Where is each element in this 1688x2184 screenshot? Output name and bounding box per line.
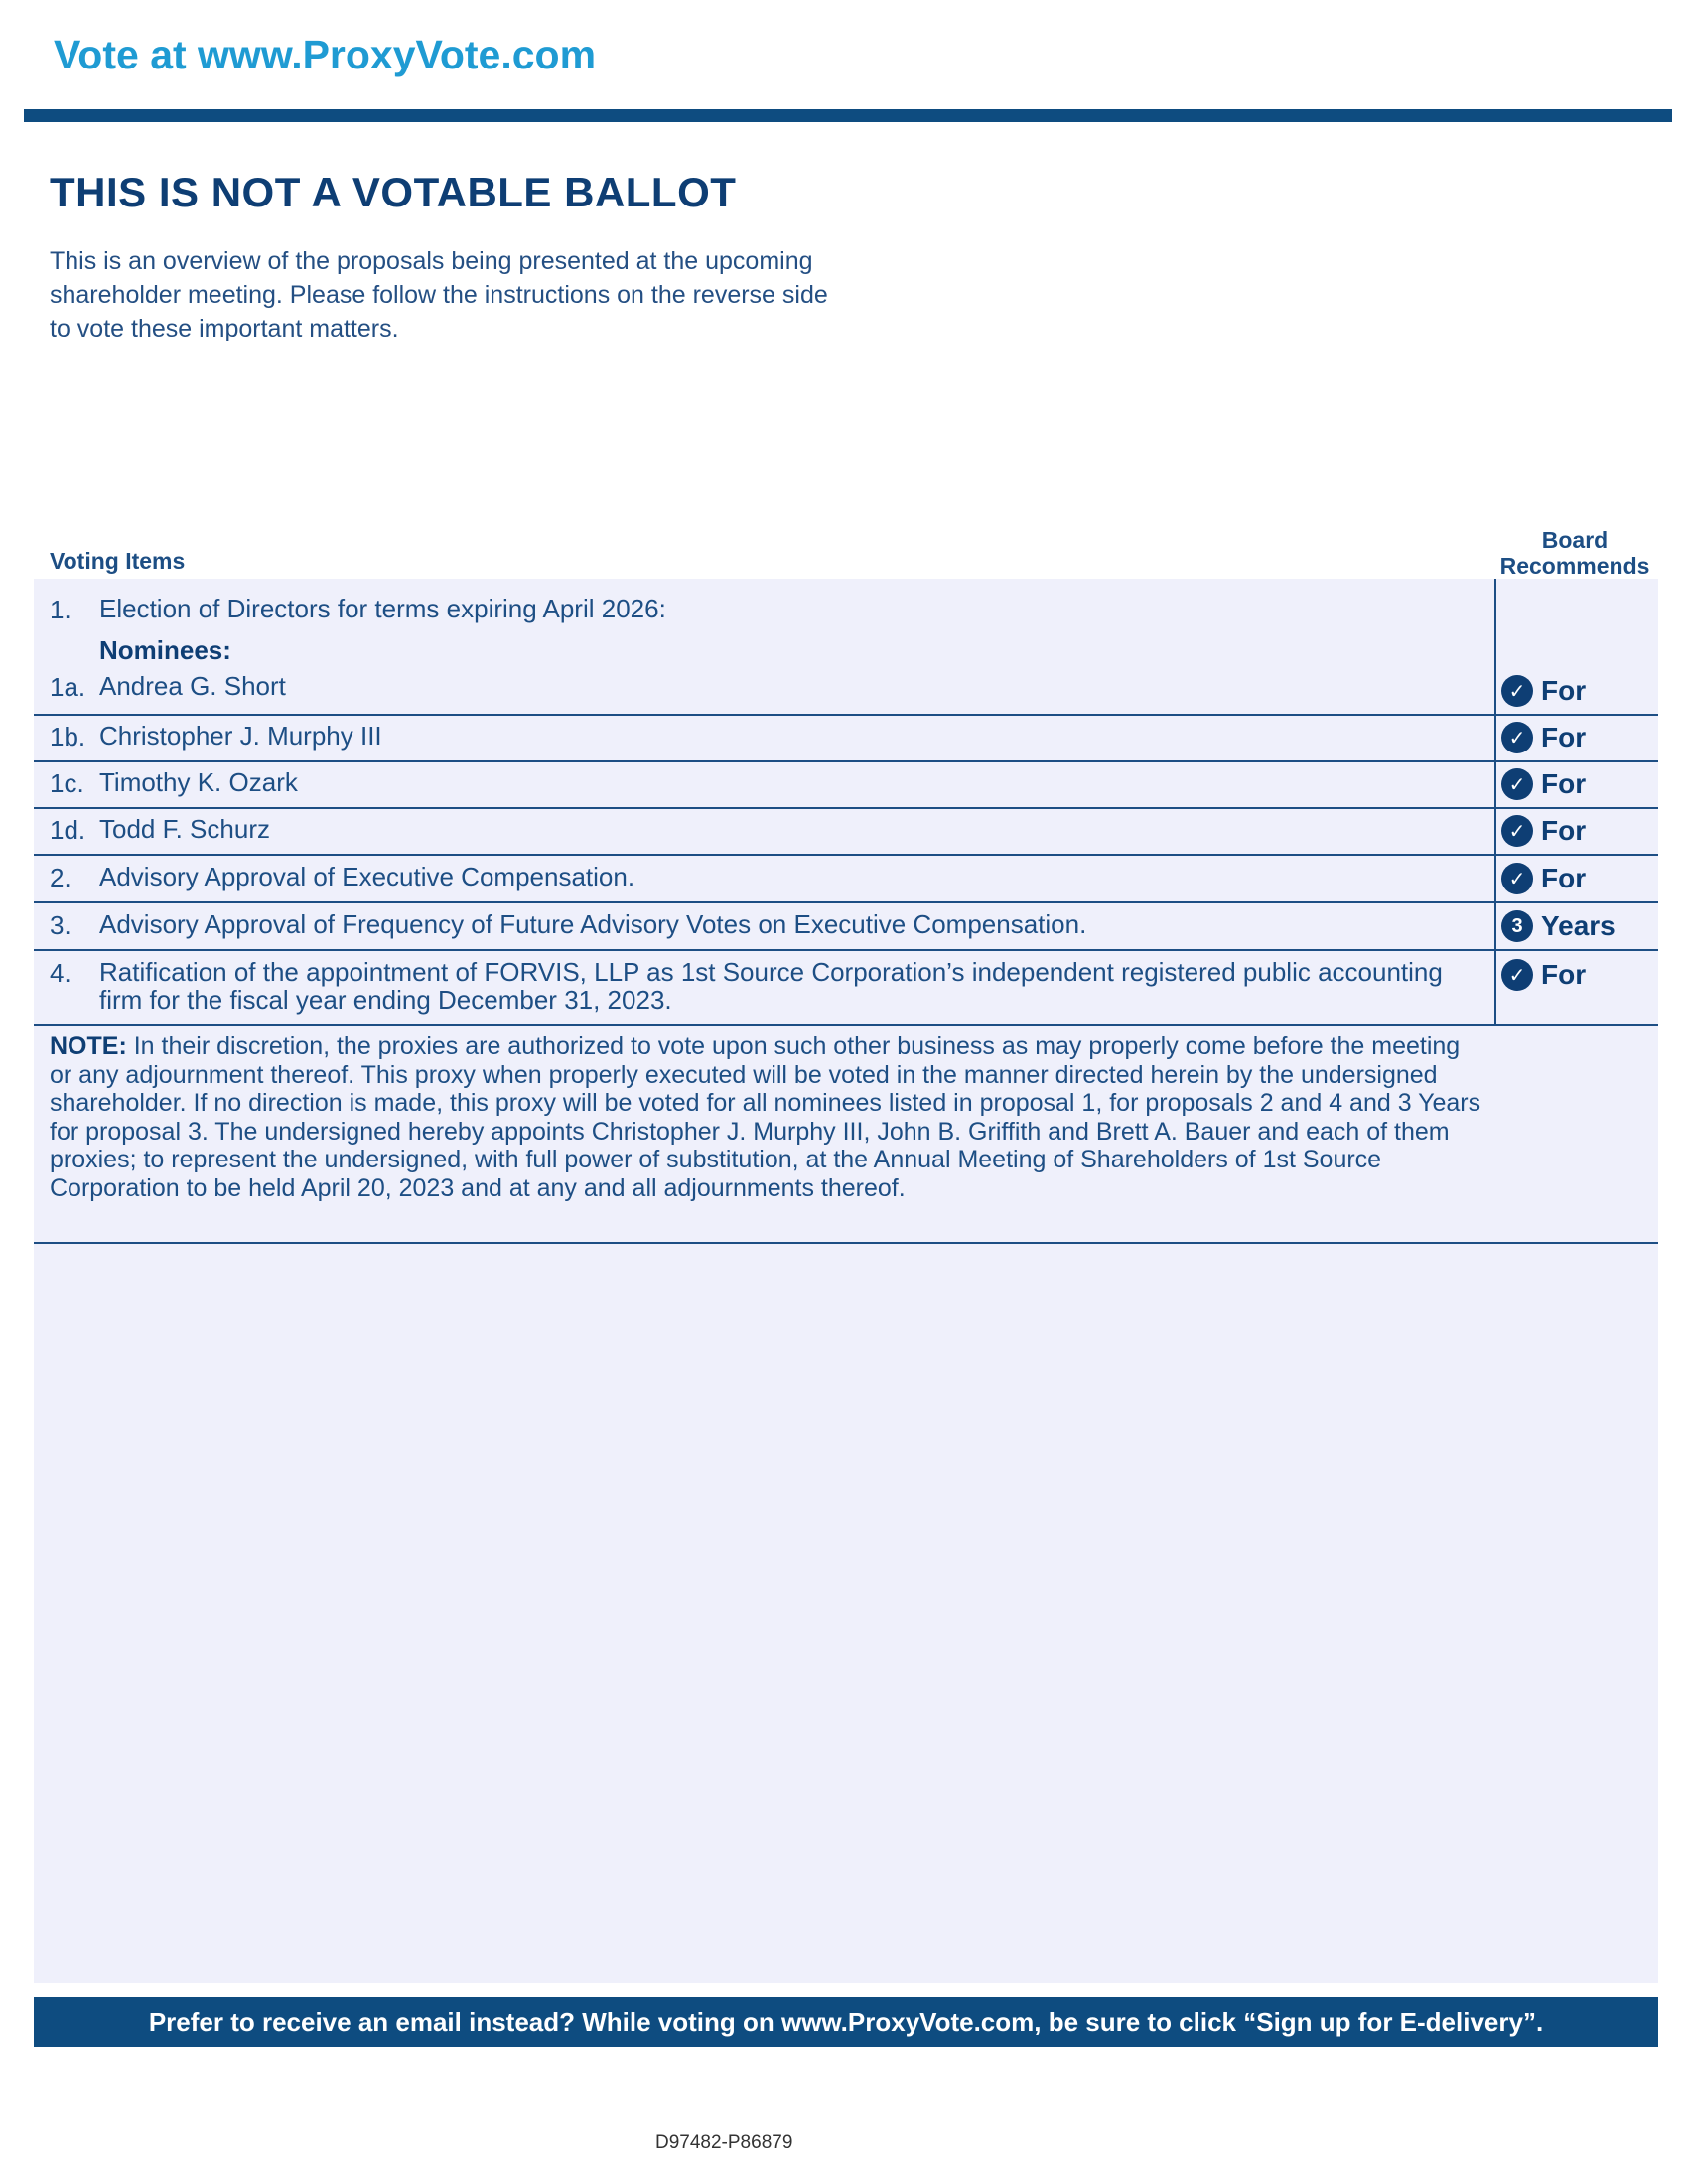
check-circle-icon: ✓ xyxy=(1501,722,1533,753)
recommendation-1a xyxy=(1501,675,1586,707)
item-text: Advisory Approval of Executive Compensation. xyxy=(99,862,635,891)
item-number: 1b. xyxy=(50,722,86,751)
document-code: D97482-P86879 xyxy=(655,2132,793,2153)
recommendation-text: For xyxy=(1541,959,1587,990)
item-text: Ratification of the appointment of FORVIS, LLP as 1st Source Corporation’s independent registered public accounting firm for the fiscal year ending December 31, 2023. xyxy=(99,957,1443,1015)
nominees-label: Nominees: xyxy=(99,635,231,665)
item-number: 3. xyxy=(50,910,71,940)
recommendation-text: For xyxy=(1541,815,1587,846)
note-divider xyxy=(34,1242,1658,1244)
item-text: Advisory Approval of Frequency of Future Advisory Votes on Executive Compensation. xyxy=(99,909,1087,939)
recommendation-2 xyxy=(1501,863,1586,894)
check-circle-icon: ✓ xyxy=(1501,863,1533,894)
voting-items-header: Voting Items xyxy=(50,548,186,574)
item-number: 2. xyxy=(50,863,71,892)
note-text: In their discretion, the proxies are authorized to vote upon such other business as may properly come before the meeting or any adjournment thereof. This proxy when properly executed will be voted in the manner directed herein by the undersigned shareholder. If no direction is made, this proxy will be voted for all nominees listed in proposal 1, for proposals 2 and 4 and 3 Years for proposal 3. The undersigned hereby appoints Christopher J. Murphy III, John B. Griffith and Brett A. Bauer and each of them proxies; to represent the undersigned, with full power of substitution, at the Annual Meeting of Shareholders of 1st Source Corporation to be held April 20, 2023 and at any and all adjournments thereof. xyxy=(50,1032,1481,1202)
recommendation-1b xyxy=(1501,722,1586,753)
item-text: Andrea G. Short xyxy=(99,671,286,701)
recommendation-text: For xyxy=(1541,722,1587,752)
item-row-1c xyxy=(34,762,1658,809)
item-row-1d xyxy=(34,809,1658,856)
e-delivery-banner xyxy=(34,1997,1658,2047)
note-label: NOTE: xyxy=(50,1032,127,1060)
item-number: 4. xyxy=(50,958,71,988)
note-paragraph xyxy=(50,1032,1484,1202)
item-text: Election of Directors for terms expiring April 2026: xyxy=(99,594,666,623)
item-number: 1a. xyxy=(50,672,86,702)
e-delivery-text: Prefer to receive an email instead? While voting on www.ProxyVote.com, be sure to click “Sign up for E-delivery”. xyxy=(148,2006,1544,2037)
item-number: 1c. xyxy=(50,768,84,798)
item-number: 1d. xyxy=(50,815,86,845)
recommendation-3 xyxy=(1501,910,1616,942)
item-number: 1. xyxy=(50,595,71,624)
board-recommends-header: Board Recommends xyxy=(1499,527,1650,579)
check-circle-icon: ✓ xyxy=(1501,815,1533,847)
check-circle-icon: ✓ xyxy=(1501,959,1533,991)
recommendation-text: For xyxy=(1541,768,1587,799)
item-text: Timothy K. Ozark xyxy=(99,767,298,797)
item-text: Todd F. Schurz xyxy=(99,814,270,844)
check-circle-icon: ✓ xyxy=(1501,768,1533,800)
recommendation-text: Years xyxy=(1541,910,1616,941)
header-rule xyxy=(24,109,1672,122)
item-row-1a xyxy=(34,579,1658,716)
item-text: Christopher J. Murphy III xyxy=(99,721,382,751)
recommendation-1c xyxy=(1501,768,1586,800)
page-title: THIS IS NOT A VOTABLE BALLOT xyxy=(50,169,737,215)
intro-text: This is an overview of the proposals being presented at the upcoming shareholder meeting. Please follow the instructions on the reverse side to vote these important matters. xyxy=(50,247,828,342)
number-three-icon: 3 xyxy=(1501,910,1533,942)
item-row-3 xyxy=(34,903,1658,951)
recommendation-text: For xyxy=(1541,863,1587,893)
item-row-4 xyxy=(34,951,1658,1026)
item-row-2 xyxy=(34,856,1658,903)
proxyvote-link[interactable]: Vote at www.ProxyVote.com xyxy=(54,32,597,77)
item-row-1b xyxy=(34,716,1658,762)
recommendation-text: For xyxy=(1541,675,1587,706)
recommendation-1d xyxy=(1501,815,1586,847)
check-circle-icon: ✓ xyxy=(1501,675,1533,707)
recommendation-4 xyxy=(1501,959,1586,991)
